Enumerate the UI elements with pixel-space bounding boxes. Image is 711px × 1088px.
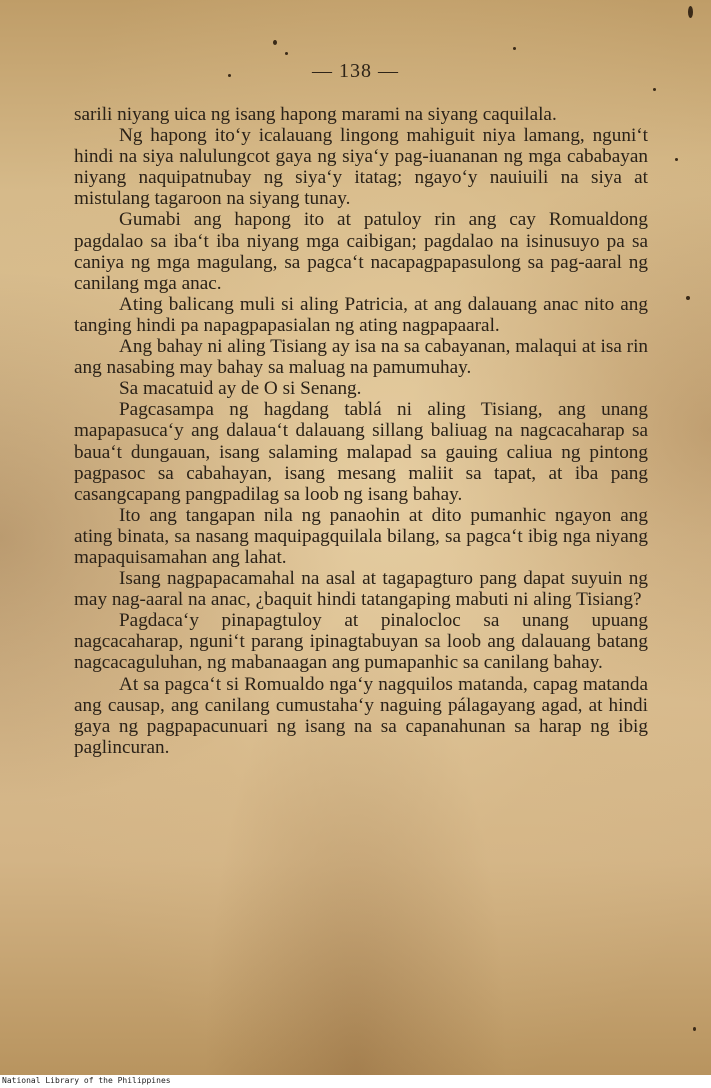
paragraph: At sa pagca‘t si Romualdo nga‘y nagquilos matanda, capag matanda ang causap, ang canilang cumustaha‘y naguing pálagayang agad, at hindi gaya ng pagpapacunuari ng isang na sa capanahunan sa harap ng ibig paglincuran.: [74, 673, 648, 758]
ink-speck: [693, 1027, 696, 1031]
paragraph: Pagcasampa ng hagdang tablá ni aling Tisiang, ang unang mapapasuca‘y ang dalaua‘t dalauang sillang baliuag na nagcacaharap sa baua‘t dungauan, isang salaming malapad sa gauing caliua ng pintong pagpasoc sa cabahayan, isang mesang maliit sa tapat, at iba pang casangcapang pangpadilag sa loob ng isang bahay.: [74, 399, 648, 505]
ink-speck: [285, 52, 288, 55]
body-text: [74, 104, 648, 758]
page-number: — 138 —: [312, 60, 399, 82]
paragraph: Isang nagpapacamahal na asal at tagapagturo pang dapat suyuin ng may nag-aaral na anac, ¿baquit hindi tatangaping mabuti ni aling Tisiang?: [74, 568, 648, 611]
ink-speck: [653, 88, 656, 91]
ink-speck: [686, 296, 690, 300]
paragraph: Ito ang tangapan nila ng panaohin at dito pumanhic ngayon ang ating binata, sa nasang maquipagquilala bilang, sa pagca‘t ibig nga niyang mapaquisamahan ang lahat.: [74, 504, 648, 568]
ink-speck: [688, 6, 693, 18]
ink-speck: [513, 47, 516, 50]
paragraph: Ating balicang muli si aling Patricia, at ang dalauang anac nito ang tanging hindi pa napagpapasialan ng ating nagpapaaral.: [74, 293, 648, 336]
paragraph: Sa macatuid ay de O si Senang.: [119, 378, 362, 400]
paragraph: Gumabi ang hapong ito at patuloy rin ang cay Romualdong pagdalao sa iba‘t iba niyang mga caibigan; pagdalao na isinusuyo pa sa caniya ng mga magulang, sa pagca‘t nacapagpapasulong sa pag-aaral ng canilang mga anac.: [74, 209, 648, 294]
ink-speck: [675, 158, 678, 161]
paragraph: sarili niyang uica ng isang hapong marami na siyang caquilala.: [74, 104, 557, 125]
paragraph: Pagdaca‘y pinapagtuloy at pinalocloc sa unang upuang nagcacaharap, nguni‘t parang ipinagtabuyan sa loob ang dalauang batang nagcacaguluhan, ng mabanaagan ang pumapanhic sa canilang bahay.: [74, 610, 648, 674]
paragraph: Ang bahay ni aling Tisiang ay isa na sa cabayanan, malaqui at isa rin ang nasabing may bahay sa maluag na pamumuhay.: [74, 336, 648, 379]
paragraph: Ng hapong ito‘y icalauang lingong mahiguit niya lamang, nguni‘t hindi na siya nalulungcot gaya ng siya‘y pag-iuananan ng mga cababayan niyang naquipatnubay ng siya‘y itatag; ngayo‘y nauiuili na siya at mistulang tagaroon na siyang tunay.: [74, 125, 648, 210]
ink-speck: [273, 40, 277, 45]
footer-bar: [0, 1075, 711, 1088]
library-credit: National Library of the Philippines: [2, 1076, 171, 1085]
